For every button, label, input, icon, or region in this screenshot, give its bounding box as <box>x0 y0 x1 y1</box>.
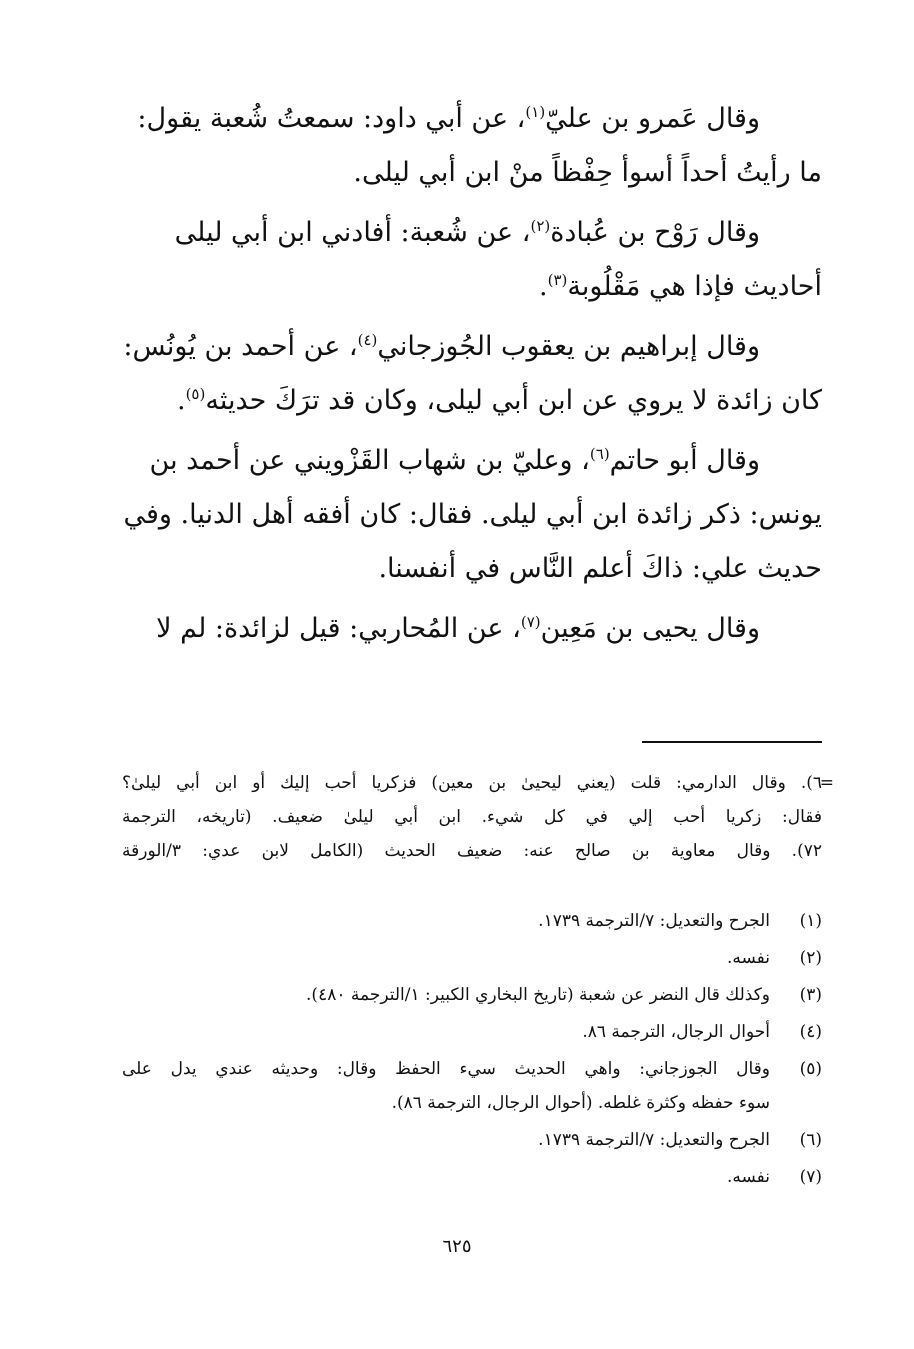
footnote-number: (٧) <box>799 1167 822 1187</box>
footnote-text: نفسه. <box>726 1167 770 1187</box>
footnote <box>122 978 822 1012</box>
footnote-text: الجرح والتعديل: ٧/الترجمة ١٧٣٩. <box>538 1130 770 1150</box>
footnotes <box>122 904 822 1197</box>
footnote-ref[interactable]: (٢) <box>530 217 551 235</box>
footnote-number: (٣) <box>799 985 822 1005</box>
footnote-number: (٦) <box>799 1130 822 1150</box>
footnote-text: نفسه. <box>726 948 770 968</box>
main-text <box>122 92 822 662</box>
footnote-line: ٧٢). وقال معاوية بن صالح عنه: ضعيف الحديث (الكامل لابن عدي: ٣/الورقة <box>122 841 822 861</box>
paragraph <box>122 434 822 596</box>
footnote-ref[interactable]: (٣) <box>547 271 568 289</box>
text-line: أحاديث فإذا هي مَقْلُوبة$^{(٣)}$. <box>539 271 822 302</box>
paragraph <box>122 92 822 200</box>
paragraph <box>122 320 822 428</box>
footnote-ref[interactable]: (٤) <box>357 331 378 349</box>
footnote <box>122 1052 822 1120</box>
footnote-text: أحوال الرجال، الترجمة ٨٦. <box>582 1022 770 1042</box>
footnote <box>122 1123 822 1157</box>
text-line: وقال يحيى بن مَعِين$^{(٧)}$، عن المُحاربي: قيل لزائدة: لم لا <box>156 613 760 644</box>
paragraph <box>122 602 822 656</box>
text-line: حديث علي: ذاكَ أعلم النَّاس في أنفسنا. <box>378 553 822 584</box>
text-line: وقال إبراهيم بن يعقوب الجُوزجاني$^{(٤)}$، عن أحمد بن يُونُس: <box>123 331 760 362</box>
text-line: وقال رَوْح بن عُبادة$^{(٢)}$، عن شُعبة: أفادني ابن أبي ليلى <box>174 217 760 248</box>
footnote <box>122 904 822 938</box>
footnote-text: الجرح والتعديل: ٧/الترجمة ١٧٣٩. <box>538 911 770 931</box>
text-line: وقال عَمرو بن عليّ$^{(١)}$، عن أبي داود: سمعتُ شُعبة يقول: <box>137 103 760 134</box>
footnote-continuation <box>122 766 834 868</box>
footnote-ref[interactable]: (٥) <box>185 385 206 403</box>
footnote-number: (٥) <box>799 1059 822 1079</box>
continuation-marker: = <box>819 773 834 793</box>
footnote-text: وقال الجوزجاني: واهي الحديث سيء الحفظ وقال: وحديثه عندي يدل على <box>122 1059 770 1079</box>
footnote-ref[interactable]: (٦) <box>589 445 610 463</box>
footnote-ref[interactable]: (٧) <box>520 613 541 631</box>
footnote-line: ٦). وقال الدارمي: قلت (يعني ليحيىٰ بن معين) فزكريا أحب إليك أو ابن أبي ليلىٰ؟ <box>122 773 822 793</box>
paragraph <box>122 206 822 314</box>
footnote-number: (٢) <box>799 948 822 968</box>
footnote-text: سوء حفظه وكثرة غلطه. (أحوال الرجال، الترجمة ٨٦). <box>391 1093 770 1113</box>
text-line: يونس: ذكر زائدة ابن أبي ليلى. فقال: كان أفقه أهل الدنيا. وفي <box>123 499 822 530</box>
footnote <box>122 1160 822 1194</box>
text-line: ما رأيتُ أحداً أسوأ حِفْظاً منْ ابن أبي ليلى. <box>353 157 822 188</box>
footnote-ref[interactable]: (١) <box>525 103 546 121</box>
footnote-divider <box>642 741 822 743</box>
footnote-number: (٤) <box>799 1022 822 1042</box>
footnote-text: وكذلك قال النضر عن شعبة (تاريخ البخاري الكبير: ١/الترجمة ٤٨٠). <box>306 985 770 1005</box>
footnote-number: (١) <box>799 911 822 931</box>
page-number: ٦٢٥ <box>442 1236 472 1257</box>
footnote <box>122 1015 822 1049</box>
text-line: وقال أبو حاتم$^{(٦)}$، وعليّ بن شهاب القَزْويني عن أحمد بن <box>149 445 760 476</box>
text-line: كان زائدة لا يروي عن ابن أبي ليلى، وكان قد ترَكَ حديثه$^{(٥)}$. <box>176 385 822 416</box>
footnote-line: فقال: زكريا أحب إلي في كل شيء. ابن أبي ليلىٰ ضعيف. (تاريخه، الترجمة <box>122 807 822 827</box>
footnote <box>122 941 822 975</box>
